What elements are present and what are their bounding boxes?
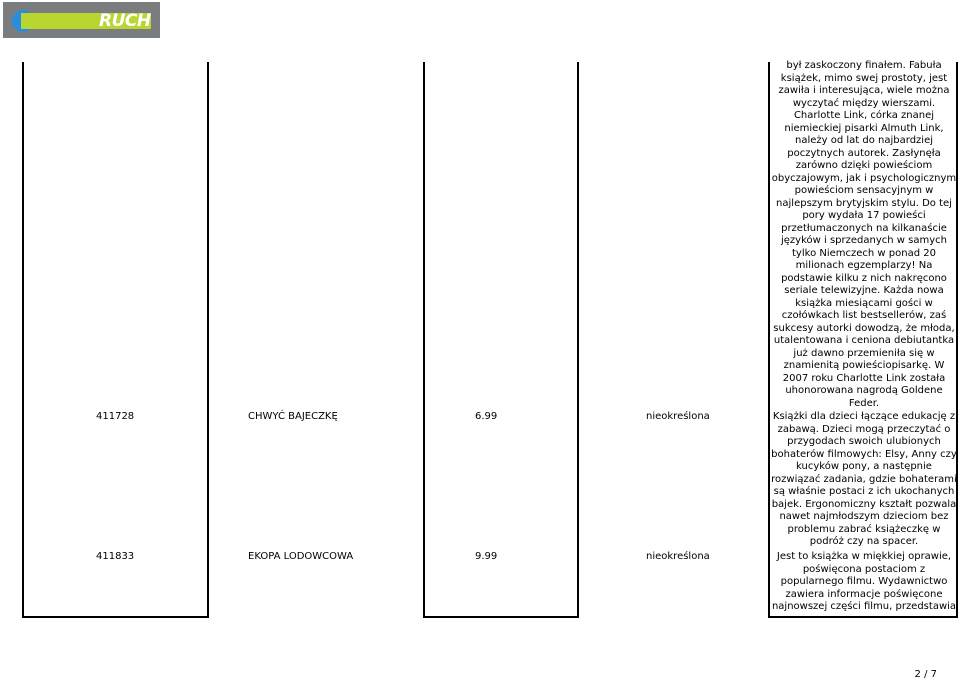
continued-description-line: znamienitą powieściopisarkę. W xyxy=(783,360,945,371)
continued-description-line: Charlotte Link, córka znanej xyxy=(793,110,935,121)
continued-description-line: niemieckiej pisarki Almuth Link, xyxy=(784,122,944,134)
table-divider-2 xyxy=(423,62,425,618)
row-2-description-line: zawiera informacje poświęcone xyxy=(785,588,943,600)
continued-description-line: sukcesy autorki dowodzą, że młoda, xyxy=(773,322,955,334)
row-2-description-line: najnowszej części filmu, przedstawia xyxy=(771,601,957,612)
row-1-description-line: bohaterów filmowych: Elsy, Anny czy xyxy=(771,448,957,460)
continued-description xyxy=(770,60,958,410)
table-bottom-seg-1 xyxy=(22,616,207,618)
continued-description-line: 2007 roku Charlotte Link została xyxy=(782,372,946,384)
continued-description-line: najlepszym brytyjskim stylu. Do tej xyxy=(776,197,952,209)
row-2-description-line: poświęcona postaciom z xyxy=(802,563,926,575)
ruch-logo xyxy=(3,2,160,38)
row-1-description-line: nawet najmłodszym dzieciom bez xyxy=(779,511,949,522)
continued-description-line: utalentowana i ceniona debiutantka xyxy=(773,335,955,346)
continued-description-line: już dawno przemieniła się w xyxy=(793,347,935,359)
row-1-description-line: są właśnie postaci z ich ukochanych xyxy=(773,486,955,497)
continued-description-line: przetłumaczonych na kilkanaście xyxy=(781,222,947,234)
continued-description-line: książek, mimo swej prostoty, jest xyxy=(780,72,948,84)
row-1-description-line: przygodach swoich ulubionych xyxy=(787,436,941,447)
row-2-description-line: popularnego filmu. Wydawnictwo xyxy=(780,576,948,587)
table-divider-1 xyxy=(207,62,209,618)
continued-description-line: milionach egzemplarzy! Na xyxy=(795,260,933,271)
page-number: 2 / 7 xyxy=(914,669,937,680)
continued-description-line: pory wydała 17 powieści xyxy=(802,210,926,221)
table-row-1-title: CHWYĆ BAJECZKĘ xyxy=(248,411,338,422)
row-1-description-line: problemu zabrać książeczkę w xyxy=(787,523,941,535)
table-bottom-seg-3 xyxy=(768,616,958,618)
continued-description-line: czołówkach list bestsellerów, zaś xyxy=(781,310,947,321)
table-row-2-title: EKOPA LODOWCOWA xyxy=(248,551,354,562)
table-bottom-seg-2 xyxy=(423,616,577,618)
table-row-1-status: nieokreślona xyxy=(646,411,710,422)
table-row-2-id: 411833 xyxy=(96,551,135,562)
continued-description-line: uhonorowana nagrodą Goldene xyxy=(785,385,943,396)
continued-description-line: języków i sprzedanych w samych xyxy=(781,235,947,246)
logo-text: RUCH xyxy=(99,11,151,31)
continued-description-line: seriale telewizyjne. Każda nowa xyxy=(784,285,944,296)
row-1-description-line: zabawą. Dzieci mogą przeczytać o xyxy=(777,423,951,435)
continued-description-line: należy od lat do najbardziej xyxy=(795,135,933,146)
continued-description-line: zarówno dzięki powieściom xyxy=(795,160,933,171)
table-divider-3 xyxy=(577,62,579,618)
row-1-description-line: bajek. Ergonomiczny kształt pozwala xyxy=(771,498,957,510)
row-1-description-line: kucyków pony, a następnie xyxy=(796,461,932,472)
continued-description-line: zawiła i interesująca, wiele można xyxy=(778,85,950,96)
continued-description-line: wyczytać między wierszami. xyxy=(792,97,936,109)
table-row-2-price: 9.99 xyxy=(475,551,498,562)
table-row-1-description xyxy=(770,411,958,549)
row-1-description-line: podróż czy na spacer. xyxy=(809,536,919,547)
continued-description-line: był zaskoczony finałem. Fabuła xyxy=(786,60,942,71)
continued-description-line: tylko Niemczech w ponad 20 xyxy=(792,247,936,259)
table-row-2-status: nieokreślona xyxy=(646,551,710,562)
table-row-2-description xyxy=(770,551,958,614)
continued-description-line: poczytnych autorek. Zasłynęła xyxy=(787,147,941,159)
continued-description-line: Feder. xyxy=(848,397,880,409)
row-1-description-line: rozwiązać zadania, gdzie bohaterami xyxy=(771,473,957,485)
table-border-left xyxy=(22,62,24,618)
row-1-description-line: Książki dla dzieci łączące edukację z xyxy=(772,411,956,422)
table-row-1-id: 411728 xyxy=(96,411,135,422)
continued-description-line: powieściom sensacyjnym w xyxy=(794,185,934,196)
row-2-description-line: Jest to książka w miękkiej oprawie, xyxy=(776,551,952,562)
continued-description-line: książka miesiącami gości w xyxy=(795,297,933,309)
continued-description-line: obyczajowym, jak i psychologicznym xyxy=(771,172,957,184)
continued-description-line: podstawie kilku z nich nakręcono xyxy=(781,272,947,284)
table-row-1-price: 6.99 xyxy=(475,411,498,422)
